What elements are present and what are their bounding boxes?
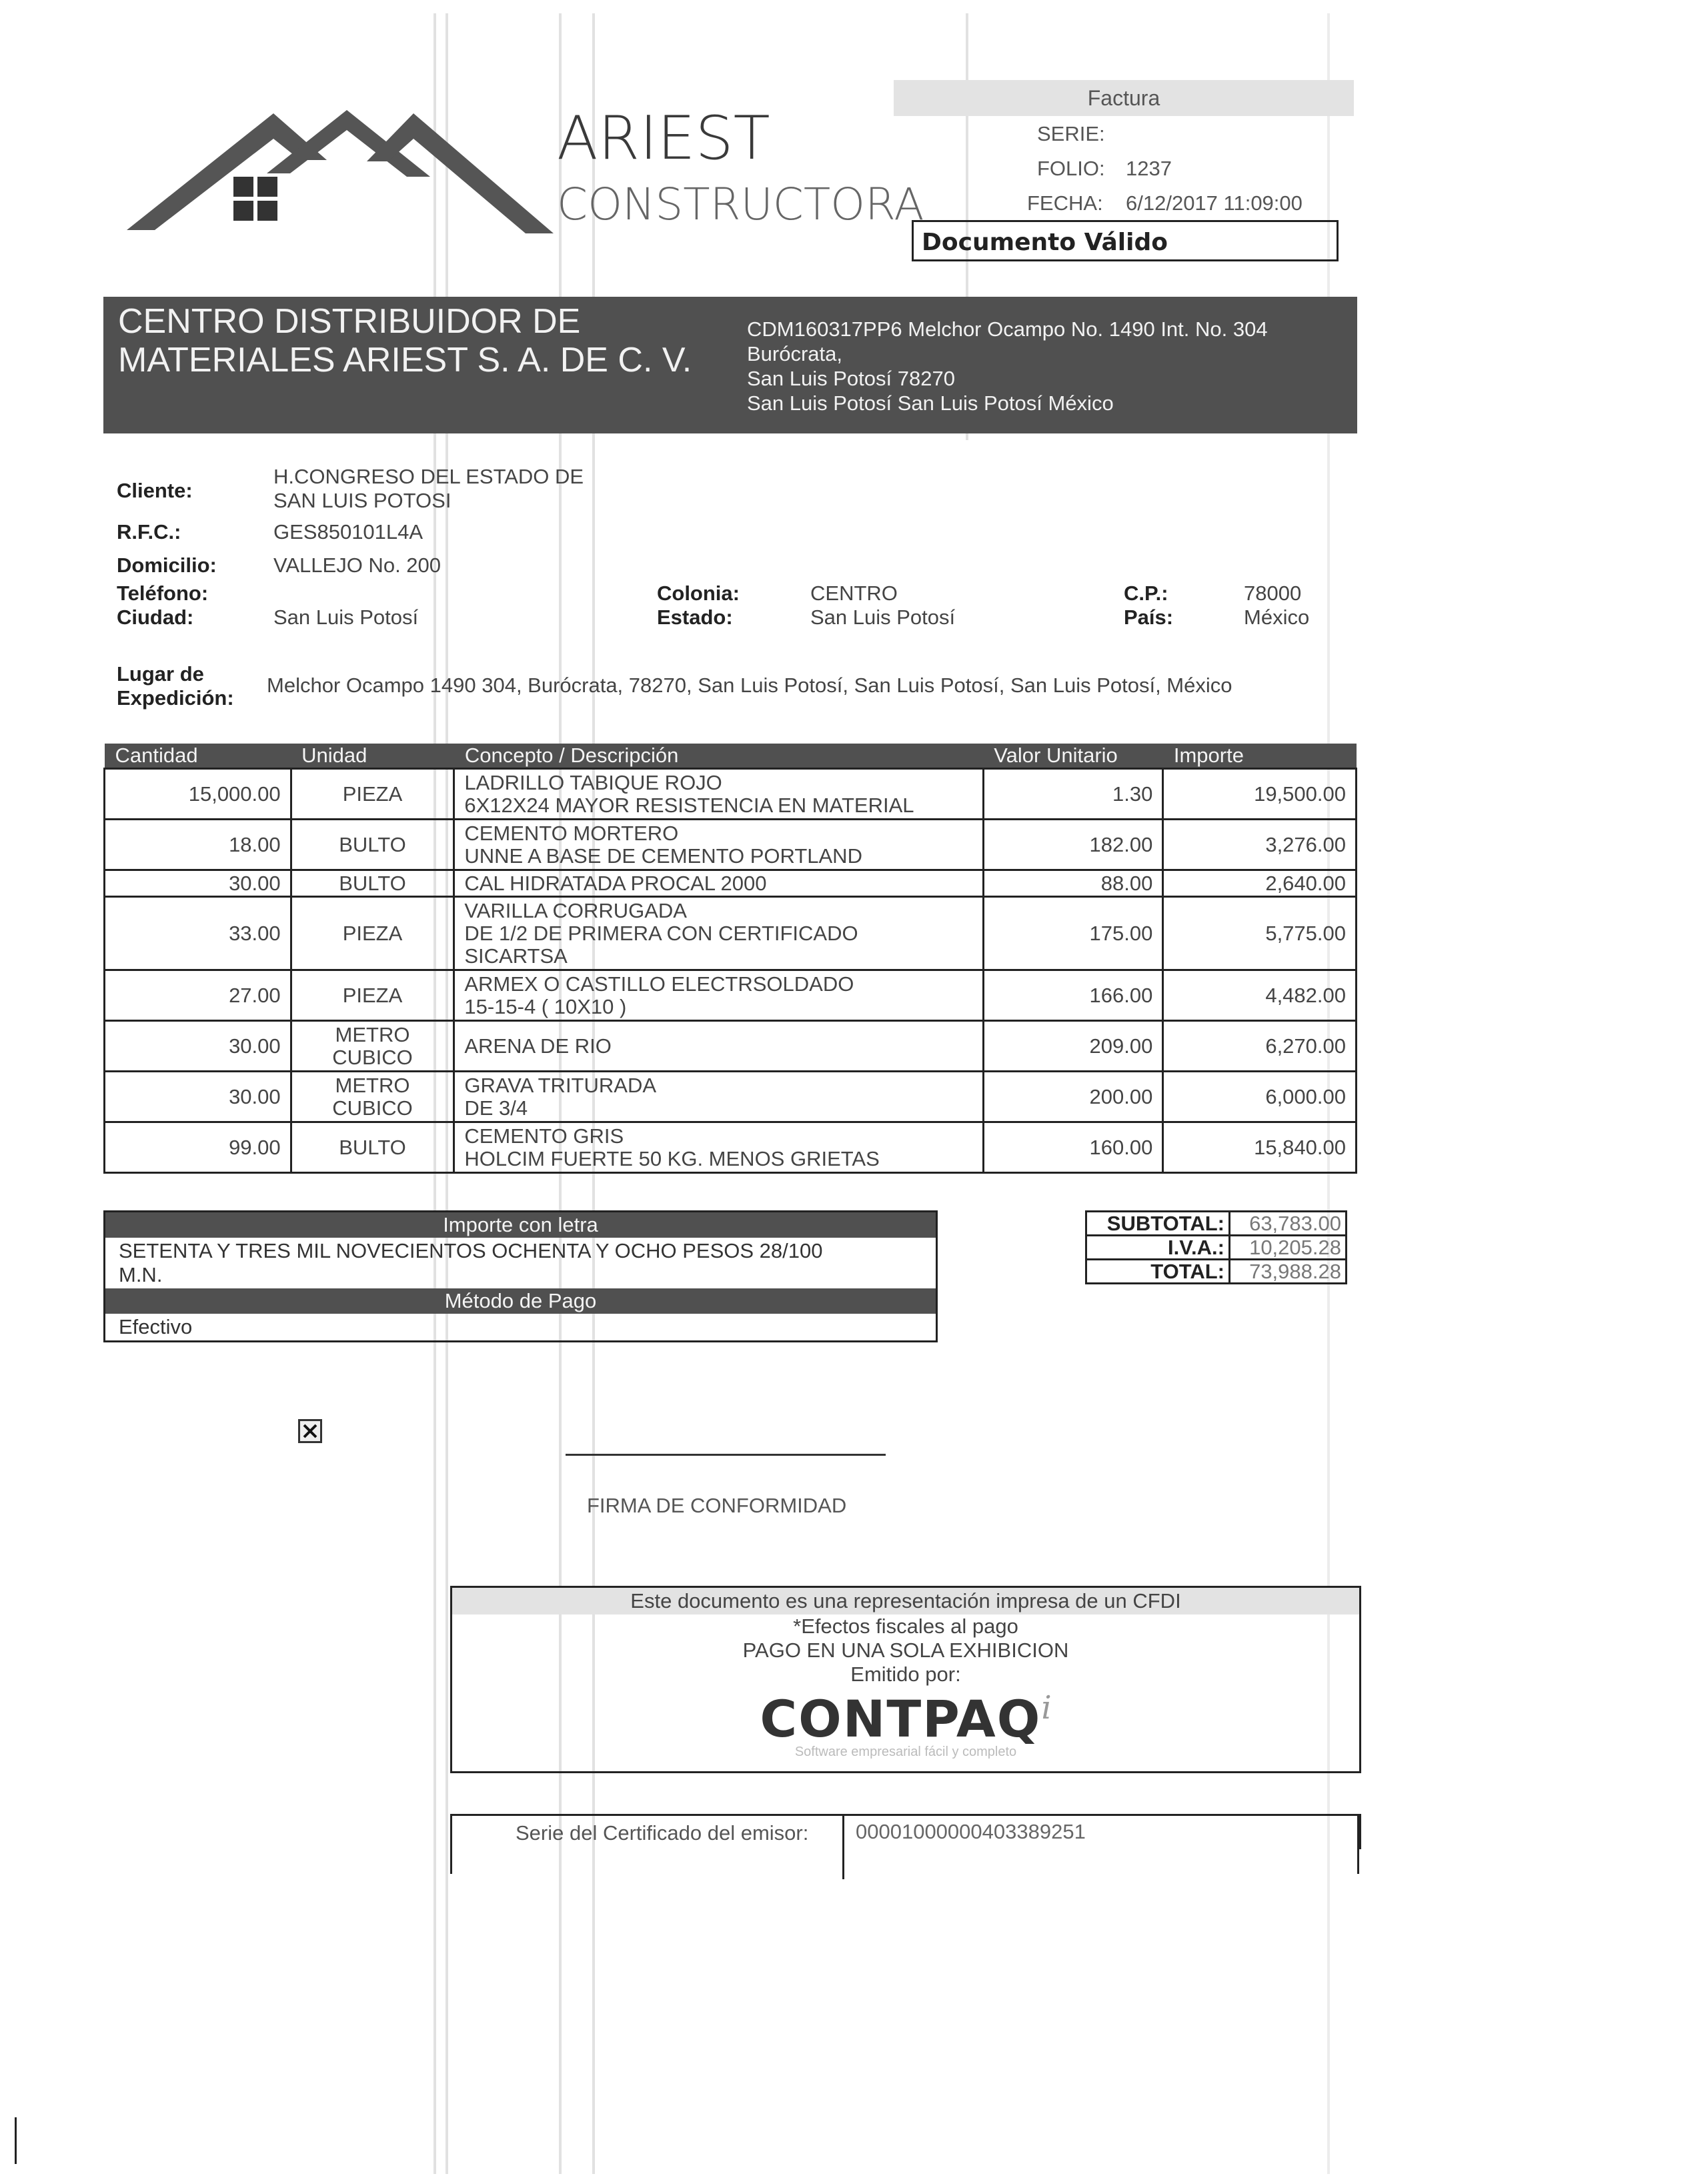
cell-importe: 4,482.00 [1163, 970, 1357, 1021]
cell-cantidad: 30.00 [105, 870, 291, 897]
desc-line: VARILLA CORRUGADA [464, 898, 687, 922]
total-label: TOTAL: [1086, 1260, 1230, 1284]
cliente-line: H.CONGRESO DEL ESTADO DE [273, 465, 584, 488]
cell-cantidad: 30.00 [105, 1072, 291, 1122]
table-row [105, 1122, 1357, 1173]
cell-descripcion [454, 820, 983, 870]
desc-line: 15-15-4 ( 10X10 ) [464, 994, 627, 1018]
contpaq-logo [452, 1689, 1359, 1749]
unidad-line: PIEZA [342, 782, 403, 806]
fecha-label: FECHA: [1027, 191, 1103, 215]
cell-unidad [291, 1122, 454, 1173]
cell-unitario: 1.30 [983, 769, 1163, 820]
cell-importe: 15,840.00 [1163, 1122, 1357, 1173]
cliente-label: Cliente: [117, 479, 193, 502]
certificate-right-rule [1357, 1814, 1359, 1874]
subtotal-label: SUBTOTAL: [1086, 1212, 1230, 1236]
cell-cantidad: 27.00 [105, 970, 291, 1021]
status-badge: Documento Válido [912, 220, 1339, 261]
cell-importe: 19,500.00 [1163, 769, 1357, 820]
contpaq-brand: CONTPAQ [760, 1689, 1042, 1749]
issuer-address-line: CDM160317PP6 Melchor Ocampo No. 1490 Int. No. 304 [747, 317, 1268, 341]
cell-unidad [291, 970, 454, 1021]
margin-mark [15, 2117, 17, 2164]
cell-unitario: 160.00 [983, 1122, 1163, 1173]
lugar-value: Melchor Ocampo 1490 304, Burócrata, 78270, San Luis Potosí, San Luis Potosí, San Luis Potosí, México [267, 674, 1232, 697]
cliente-name [273, 465, 584, 513]
logo-name: ARIEST [557, 103, 770, 173]
cell-descripcion [454, 897, 983, 970]
column-header: Importe [1163, 744, 1357, 769]
cfdi-line: Este documento es una representación impresa de un CFDI [452, 1588, 1359, 1614]
issuer-address-line: San Luis Potosí San Luis Potosí México [747, 391, 1114, 415]
pais-value: México [1244, 606, 1310, 629]
signature-line [566, 1454, 886, 1456]
table-row [105, 1021, 1357, 1072]
lugar-label [117, 662, 234, 710]
lugar-label-line: Expedición: [117, 686, 234, 710]
cp-value: 78000 [1244, 582, 1302, 605]
cell-importe: 6,270.00 [1163, 1021, 1357, 1072]
unidad-line: CUBICO [332, 1096, 413, 1120]
desc-line: CAL HIDRATADA PROCAL 2000 [464, 871, 767, 895]
cfdi-box [450, 1586, 1361, 1773]
desc-line: CEMENTO MORTERO [464, 821, 679, 845]
colonia-value: CENTRO [810, 582, 898, 605]
cell-unidad [291, 1072, 454, 1122]
cell-unidad [291, 820, 454, 870]
desc-line: SICARTSA [464, 944, 568, 968]
broken-image-icon [298, 1419, 322, 1443]
column-header: Unidad [291, 744, 454, 769]
cell-descripcion [454, 1072, 983, 1122]
column-header: Concepto / Descripción [454, 744, 983, 769]
totals-row [1086, 1236, 1347, 1260]
column-header: Cantidad [105, 744, 291, 769]
issuer-name-line: CENTRO DISTRIBUIDOR DE [118, 302, 581, 341]
firma-label: FIRMA DE CONFORMIDAD [587, 1494, 847, 1517]
estado-value: San Luis Potosí [810, 606, 956, 629]
desc-line: DE 1/2 DE PRIMERA CON CERTIFICADO [464, 921, 858, 945]
serie-label: SERIE: [1037, 122, 1105, 145]
company-logo [127, 100, 554, 240]
cell-cantidad: 15,000.00 [105, 769, 291, 820]
desc-line: UNNE A BASE DE CEMENTO PORTLAND [464, 844, 862, 868]
table-row [105, 769, 1357, 820]
cell-descripcion [454, 970, 983, 1021]
rfc-label: R.F.C.: [117, 520, 181, 543]
document-type: Factura [894, 80, 1354, 116]
cell-unidad [291, 870, 454, 897]
fecha-value: 6/12/2017 11:09:00 [1126, 191, 1303, 215]
cell-descripcion [454, 1122, 983, 1173]
unidad-line: PIEZA [342, 983, 403, 1007]
contpaq-tagline: Software empresarial fácil y completo [794, 1745, 1017, 1759]
importe-letra-text [105, 1238, 936, 1288]
contpaq-suffix: i [1041, 1689, 1052, 1727]
desc-line: ARENA DE RIO [464, 1034, 612, 1058]
folio-value: 1237 [1126, 157, 1172, 180]
cfdi-line: PAGO EN UNA SOLA EXHIBICION [742, 1639, 1069, 1662]
cliente-line: SAN LUIS POTOSI [273, 489, 452, 512]
estado-label: Estado: [657, 606, 733, 629]
domicilio-label: Domicilio: [117, 554, 217, 577]
importe-letra-box [103, 1210, 938, 1342]
cp-label: C.P.: [1124, 582, 1168, 605]
issuer-banner [103, 297, 1357, 433]
issuer-address-line: Burócrata, [747, 342, 843, 365]
unidad-line: BULTO [339, 871, 406, 895]
cell-unidad [291, 897, 454, 970]
roof-logo-icon [127, 100, 554, 240]
importe-letra-line: M.N. [119, 1263, 163, 1286]
ciudad-label: Ciudad: [117, 606, 194, 629]
cell-cantidad: 99.00 [105, 1122, 291, 1173]
totals-table [1085, 1210, 1347, 1284]
cell-descripcion [454, 870, 983, 897]
unidad-line: BULTO [339, 832, 406, 856]
table-row [105, 1072, 1357, 1122]
cell-cantidad: 30.00 [105, 1021, 291, 1072]
certificate-row [450, 1814, 1361, 1849]
iva-value: 10,205.28 [1230, 1236, 1347, 1260]
cell-unitario: 200.00 [983, 1072, 1163, 1122]
cell-unitario: 209.00 [983, 1021, 1163, 1072]
totals-row [1086, 1260, 1347, 1284]
cell-importe: 5,775.00 [1163, 897, 1357, 970]
table-header-row [105, 744, 1357, 769]
logo-subtitle: CONSTRUCTORA [557, 179, 924, 230]
cell-descripcion [454, 769, 983, 820]
desc-line: 6X12X24 MAYOR RESISTENCIA EN MATERIAL [464, 793, 914, 817]
rfc-value: GES850101L4A [273, 520, 423, 543]
cell-cantidad: 33.00 [105, 897, 291, 970]
importe-letra-line: SETENTA Y TRES MIL NOVECIENTOS OCHENTA Y OCHO PESOS 28/100 [119, 1239, 823, 1262]
importe-letra-title: Importe con letra [105, 1212, 936, 1238]
cell-unidad [291, 1021, 454, 1072]
cell-unitario: 166.00 [983, 970, 1163, 1021]
cfdi-line: Emitido por: [850, 1663, 961, 1686]
desc-line: GRAVA TRITURADA [464, 1073, 657, 1097]
telefono-label: Teléfono: [117, 582, 209, 605]
metodo-pago-title: Método de Pago [105, 1288, 936, 1314]
unidad-line: METRO [335, 1073, 410, 1097]
cell-importe: 6,000.00 [1163, 1072, 1357, 1122]
certificate-value: 00001000000403389251 [856, 1820, 1086, 1843]
total-value: 73,988.28 [1230, 1260, 1347, 1284]
issuer-name [118, 302, 692, 379]
metodo-pago-value: Efectivo [119, 1315, 193, 1338]
cell-unitario: 88.00 [983, 870, 1163, 897]
certificate-left-rule [450, 1814, 452, 1874]
table-row [105, 870, 1357, 897]
table-row [105, 970, 1357, 1021]
table-row [105, 820, 1357, 870]
iva-label: I.V.A.: [1086, 1236, 1230, 1260]
desc-line: CEMENTO GRIS [464, 1124, 624, 1148]
items-table [103, 744, 1357, 1174]
colonia-label: Colonia: [657, 582, 740, 605]
column-header: Valor Unitario [983, 744, 1163, 769]
cell-unidad [291, 769, 454, 820]
cell-importe: 3,276.00 [1163, 820, 1357, 870]
cell-unitario: 182.00 [983, 820, 1163, 870]
issuer-address [747, 317, 1268, 415]
desc-line: LADRILLO TABIQUE ROJO [464, 770, 722, 794]
subtotal-value: 63,783.00 [1230, 1212, 1347, 1236]
folio-label: FOLIO: [1037, 157, 1105, 180]
unidad-line: BULTO [339, 1135, 406, 1159]
unidad-line: CUBICO [332, 1045, 413, 1069]
cell-descripcion [454, 1021, 983, 1072]
certificate-divider [842, 1816, 844, 1879]
unidad-line: PIEZA [342, 921, 403, 945]
ciudad-value: San Luis Potosí [273, 606, 419, 629]
cell-cantidad: 18.00 [105, 820, 291, 870]
cell-importe: 2,640.00 [1163, 870, 1357, 897]
table-row [105, 897, 1357, 970]
certificate-label: Serie del Certificado del emisor: [516, 1821, 809, 1845]
desc-line: HOLCIM FUERTE 50 KG. MENOS GRIETAS [464, 1146, 880, 1170]
lugar-label-line: Lugar de [117, 662, 204, 686]
cfdi-line: *Efectos fiscales al pago [793, 1614, 1018, 1638]
issuer-name-line: MATERIALES ARIEST S. A. DE C. V. [118, 341, 692, 379]
pais-label: País: [1124, 606, 1174, 629]
desc-line: ARMEX O CASTILLO ELECTRSOLDADO [464, 972, 854, 996]
cell-unitario: 175.00 [983, 897, 1163, 970]
totals-row [1086, 1212, 1347, 1236]
desc-line: DE 3/4 [464, 1096, 528, 1120]
unidad-line: METRO [335, 1022, 410, 1046]
domicilio-value: VALLEJO No. 200 [273, 554, 442, 577]
issuer-address-line: San Luis Potosí 78270 [747, 367, 955, 390]
